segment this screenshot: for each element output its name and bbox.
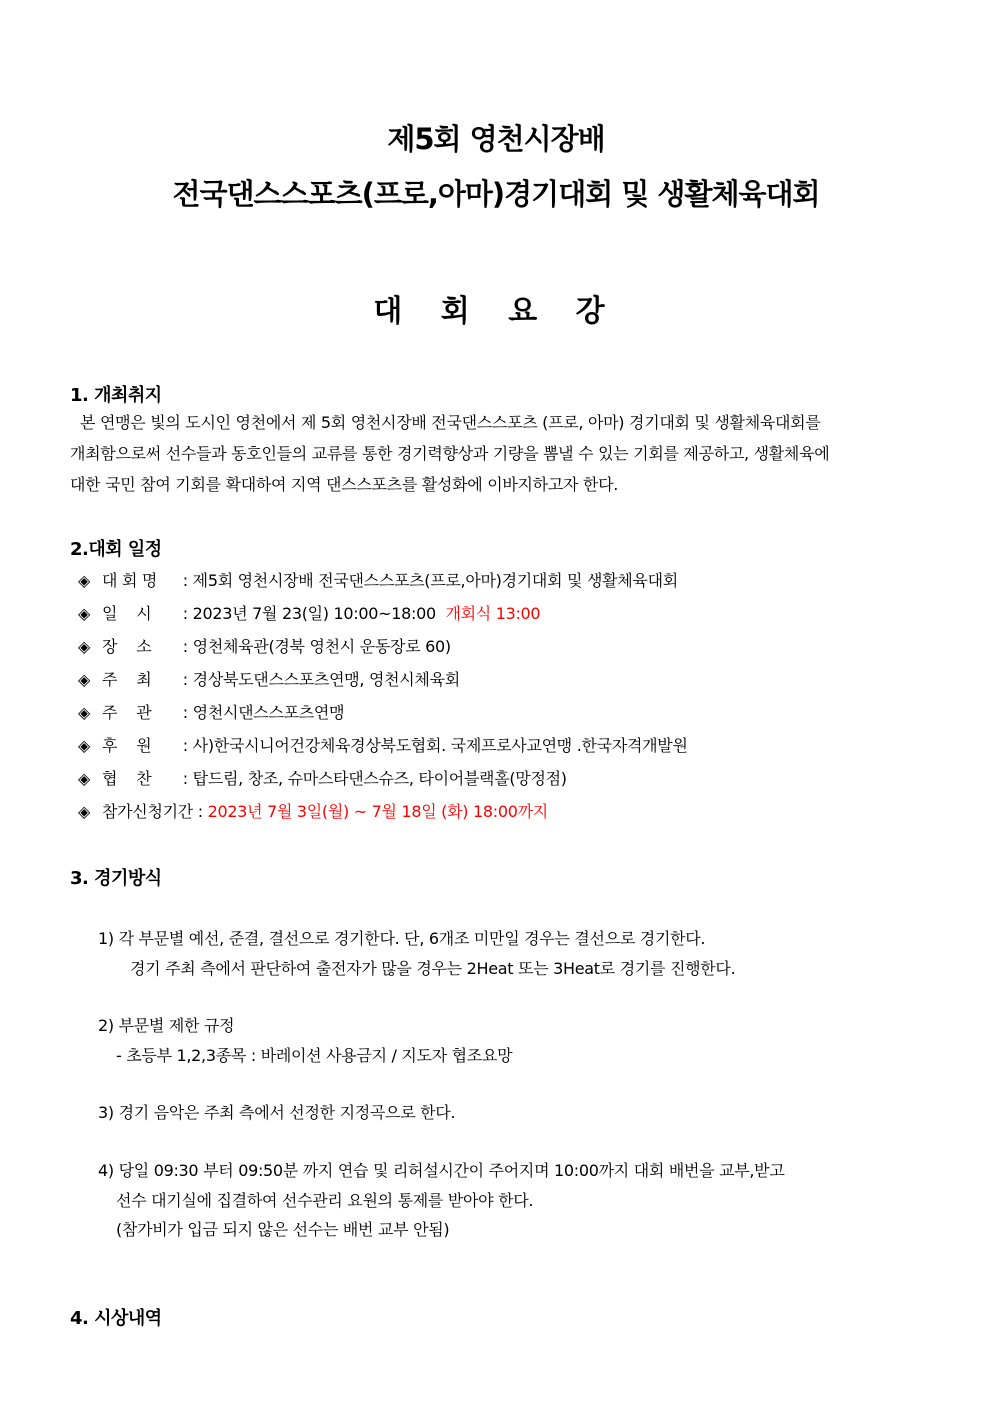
schedule-list [78, 564, 688, 828]
diamond-bullet-icon: ◈ [78, 769, 91, 788]
schedule-label: 참가신청기간 [102, 802, 193, 821]
schedule-value: 영천체육관(경북 영천시 운동장로 60) [192, 637, 451, 656]
section1-line: 개최함으로써 선수들과 동호인들의 교류를 통한 경기력향상과 기량을 뽐낼 수 있는 기회를 제공하고, 생활체육에 [70, 444, 830, 463]
schedule-separator: : [178, 604, 193, 623]
schedule-value: 영천시댄스스포츠연맹 [192, 703, 345, 722]
rule-3-line1: 3) 경기 음악은 주최 측에서 선정한 지정곡으로 한다. [98, 1103, 456, 1122]
schedule-item-name [78, 564, 688, 597]
schedule-label: 일 시 [102, 604, 152, 623]
diamond-bullet-icon: ◈ [78, 571, 91, 590]
schedule-highlight: 2023년 7월 3일(월) ~ 7월 18일 (화) 18:00까지 [207, 802, 548, 821]
schedule-item-venue [78, 630, 688, 663]
schedule-value: 경상북도댄스스포츠연맹, 영천시체육회 [192, 670, 460, 689]
diamond-bullet-icon: ◈ [78, 637, 91, 656]
diamond-bullet-icon: ◈ [78, 670, 91, 689]
schedule-label: 주 최 [102, 670, 152, 689]
rule-4-line3: (참가비가 입금 되지 않은 선수는 배번 교부 안됨) [116, 1220, 450, 1239]
schedule-separator: : [178, 637, 193, 656]
diamond-bullet-icon: ◈ [78, 703, 91, 722]
schedule-item-sponsor [78, 729, 688, 762]
schedule-label: 후 원 [102, 736, 152, 755]
schedule-highlight: 개회식 13:00 [445, 604, 541, 623]
schedule-separator: : [178, 571, 193, 590]
rule-1-line2: 경기 주최 측에서 판단하여 출전자가 많을 경우는 2Heat 또는 3Heat로 경기를 진행한다. [130, 959, 736, 978]
diamond-bullet-icon: ◈ [78, 736, 91, 755]
document-subtitle: 대 회 요 강 [373, 294, 619, 329]
rule-4-line1: 4) 당일 09:30 부터 09:50분 까지 연습 및 리허설시간이 주어지며 10:00까지 대회 배번을 교부,받고 [98, 1161, 785, 1180]
schedule-separator: : [178, 703, 193, 722]
section1-line: 대한 국민 참여 기회를 확대하여 지역 댄스스포츠를 활성화에 이바지하고자 한다. [70, 475, 619, 494]
schedule-label: 협 찬 [102, 769, 152, 788]
schedule-item-cosponsor [78, 762, 688, 795]
section3-heading: 3. 경기방식 [70, 868, 162, 889]
document-title-line2: 전국댄스스포츠(프로,아마)경기대회 및 생활체육대회 [172, 177, 820, 211]
schedule-value: 탑드림, 창조, 슈마스타댄스슈즈, 타이어블랙홀(망정점) [192, 769, 567, 788]
schedule-value: 2023년 7월 23(일) 10:00~18:00 [192, 604, 446, 623]
schedule-item-organizer [78, 696, 688, 729]
schedule-label: 대 회 명 [102, 571, 158, 590]
section1-heading: 1. 개최취지 [70, 385, 162, 406]
section2-heading: 2.대회 일정 [70, 539, 162, 560]
schedule-value: 사)한국시니어건강체육경상북도협회. 국제프로사교연맹 .한국자격개발원 [192, 736, 688, 755]
rule-2-line1: 2) 부문별 제한 규정 [98, 1016, 235, 1035]
rule-2-line2: - 초등부 1,2,3종목 : 바레이션 사용금지 / 지도자 협조요망 [116, 1046, 513, 1065]
section4-heading: 4. 시상내역 [70, 1308, 162, 1329]
schedule-item-registration-period [78, 795, 688, 828]
diamond-bullet-icon: ◈ [78, 604, 91, 623]
schedule-separator: : [178, 670, 193, 689]
section1-body [70, 407, 920, 500]
schedule-item-datetime [78, 597, 688, 630]
section1-line: 본 연맹은 빛의 도시인 영천에서 제 5회 영천시장배 전국댄스스포츠 (프로, 아마) 경기대회 및 생활체육대회를 [80, 413, 821, 432]
document-title-line1: 제5회 영천시장배 [387, 122, 605, 156]
rule-4-line2: 선수 대기실에 집결하여 선수관리 요원의 통제를 받아야 한다. [116, 1191, 534, 1210]
schedule-separator: : [178, 736, 193, 755]
schedule-value: 제5회 영천시장배 전국댄스스포츠(프로,아마)경기대회 및 생활체육대회 [192, 571, 678, 590]
rule-1-line1: 1) 각 부문별 예선, 준결, 결선으로 경기한다. 단, 6개조 미만일 경우는 결선으로 경기한다. [98, 929, 706, 948]
diamond-bullet-icon: ◈ [78, 802, 91, 821]
schedule-label: 주 관 [102, 703, 152, 722]
schedule-separator: : [178, 769, 193, 788]
schedule-separator: : [192, 802, 208, 821]
schedule-label: 장 소 [102, 637, 152, 656]
schedule-item-host [78, 663, 688, 696]
